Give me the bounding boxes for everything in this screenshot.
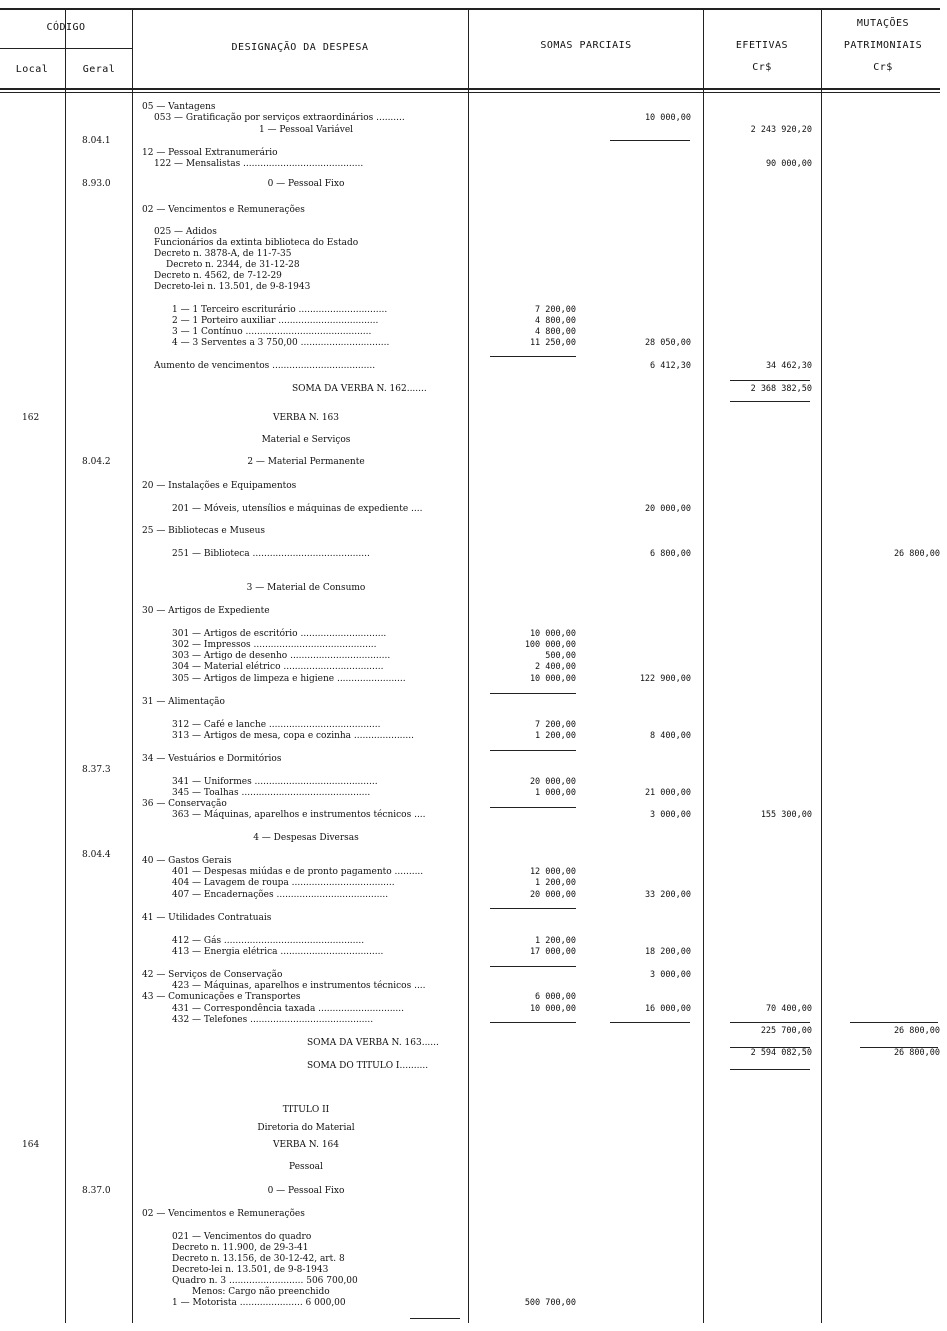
code-geral: 8.37.3 (82, 765, 111, 775)
amount-c2: 18 200,00 (644, 947, 691, 957)
row-designation: 3 — 1 Contínuo ............................................ (172, 327, 372, 337)
row-designation: 20 — Instalações e Equipamentos (142, 481, 297, 491)
underline (490, 750, 576, 751)
amount-c4: 26 800,00 (893, 549, 940, 559)
header-mutacoes-unit: Cr$ (873, 62, 893, 73)
amount-c1: 2 400,00 (535, 662, 576, 672)
amount-c3: 2 368 382,50 (750, 384, 812, 394)
amount-c1: 4 800,00 (535, 327, 576, 337)
row-designation: 2 — Material Permanente (247, 457, 365, 467)
top-rule (0, 8, 940, 10)
row-designation: 1 — 1 Terceiro escriturário ............................... (172, 305, 388, 315)
code-geral: 8.37.0 (82, 1186, 111, 1196)
row-designation: Menos: Cargo não preenchido (192, 1287, 330, 1297)
amount-c1: 100 000,00 (524, 640, 576, 650)
underline (490, 807, 576, 808)
row-designation: 305 — Artigos de limpeza e higiene ........................ (172, 674, 406, 684)
row-designation: 4 — Despesas Diversas (253, 833, 359, 843)
code-local: 164 (22, 1140, 40, 1150)
row-designation: 313 — Artigos de mesa, copa e cozinha ..................... (172, 731, 414, 741)
row-designation: Aumento de vencimentos .................................... (154, 361, 376, 371)
header-geral: Geral (82, 64, 116, 75)
row-designation: Decreto n. 11.900, de 29-3-41 (172, 1243, 309, 1253)
amount-c1: 1 200,00 (535, 878, 576, 888)
row-designation: 30 — Artigos de Expediente (142, 606, 270, 616)
amount-c1: 1 200,00 (535, 936, 576, 946)
amount-c2: 3 000,00 (650, 810, 691, 820)
row-designation: 4 — 3 Serventes a 3 750,00 ............................... (172, 338, 390, 348)
amount-c2: 6 412,30 (650, 361, 691, 371)
underline (730, 380, 810, 381)
row-designation: 025 — Adidos (154, 227, 217, 237)
row-designation: Quadro n. 3 .......................... 506 700,00 (172, 1276, 358, 1286)
header-somas: SOMAS PARCIAIS (540, 40, 632, 51)
row-designation: 05 — Vantagens (142, 102, 216, 112)
row-designation: 02 — Vencimentos e Remunerações (142, 1209, 305, 1219)
amount-c1: 1 200,00 (535, 731, 576, 741)
amount-c1: 17 000,00 (529, 947, 576, 957)
header-codigo: CÓDIGO (46, 22, 86, 33)
row-designation: SOMA DA VERBA N. 162....... (292, 384, 427, 394)
amount-c1: 10 000,00 (529, 674, 576, 684)
codigo-rule (0, 48, 132, 49)
row-designation: 251 — Biblioteca ......................................... (172, 549, 370, 559)
row-designation: 36 — Conservação (142, 799, 227, 809)
code-local: 162 (22, 413, 40, 423)
header-bottom-rule (0, 88, 940, 90)
row-designation: 312 — Café e lanche ....................................... (172, 720, 381, 730)
row-designation: Decreto n. 4562, de 7-12-29 (154, 271, 282, 281)
amount-c1: 12 000,00 (529, 867, 576, 877)
row-designation: 3 — Material de Consumo (246, 583, 366, 593)
row-designation: VERBA N. 164 (272, 1140, 340, 1150)
underline (490, 908, 576, 909)
amount-c1: 7 200,00 (535, 305, 576, 315)
code-geral: 8.04.1 (82, 136, 111, 146)
header-efetivas: EFETIVAS (735, 40, 789, 51)
row-designation: 302 — Impressos ........................................... (172, 640, 377, 650)
amount-c1: 4 800,00 (535, 316, 576, 326)
code-geral: 8.04.4 (82, 850, 111, 860)
row-designation: 431 — Correspondência taxada .............................. (172, 1004, 404, 1014)
row-designation: 42 — Serviços de Conservação (142, 970, 283, 980)
row-designation: Pessoal (289, 1162, 323, 1172)
underline (410, 1318, 460, 1319)
row-designation: 432 — Telefones ........................................... (172, 1015, 374, 1025)
underline (850, 1022, 938, 1023)
amount-c2: 28 050,00 (644, 338, 691, 348)
amount-c4: 26 800,00 (893, 1026, 940, 1036)
amount-c2: 3 000,00 (650, 970, 691, 980)
underline (490, 966, 576, 967)
row-designation: Funcionários da extinta biblioteca do Estado (154, 238, 359, 248)
row-designation: Decreto n. 2344, de 31-12-28 (166, 260, 300, 270)
amount-c2: 10 000,00 (644, 113, 691, 123)
amount-c1: 500,00 (545, 651, 576, 661)
row-designation: 341 — Uniformes ........................................... (172, 777, 378, 787)
row-designation: 345 — Toalhas ............................................. (172, 788, 371, 798)
code-geral: 8.93.0 (82, 179, 111, 189)
underline (610, 140, 690, 141)
header-mutacoes: MUTAÇÕES (856, 18, 910, 29)
amount-c1: 10 000,00 (529, 629, 576, 639)
col-rule-geral (132, 8, 133, 1323)
row-designation: 413 — Energia elétrica .................................... (172, 947, 384, 957)
col-rule-efetivas (821, 8, 822, 1323)
col-rule-local (65, 8, 66, 1323)
amount-c2: 122 900,00 (639, 674, 691, 684)
amount-c1: 6 000,00 (535, 992, 576, 1002)
row-designation: 43 — Comunicações e Transportes (142, 992, 301, 1002)
amount-c1: 20 000,00 (529, 777, 576, 787)
amount-c2: 8 400,00 (650, 731, 691, 741)
underline (730, 1069, 810, 1070)
row-designation: 0 — Pessoal Fixo (267, 179, 345, 189)
amount-c1: 10 000,00 (529, 1004, 576, 1014)
amount-c1: 1 000,00 (535, 788, 576, 798)
amount-c1: 11 250,00 (529, 338, 576, 348)
row-designation: 407 — Encadernações ....................................... (172, 890, 389, 900)
col-rule-somas (703, 8, 704, 1323)
amount-c3: 2 243 920,20 (750, 125, 812, 135)
amount-c3: 90 000,00 (765, 159, 812, 169)
underline (730, 401, 810, 402)
row-designation: 363 — Máquinas, aparelhos e instrumentos técnicos .... (172, 810, 426, 820)
amount-c3: 225 700,00 (760, 1026, 812, 1036)
row-designation: Decreto n. 13.156, de 30-12-42, art. 8 (172, 1254, 345, 1264)
amount-c3: 155 300,00 (760, 810, 812, 820)
row-designation: SOMA DO TITULO I.......... (307, 1061, 429, 1071)
row-designation: Decreto-lei n. 13.501, de 9-8-1943 (172, 1265, 329, 1275)
header-efetivas-unit: Cr$ (752, 62, 772, 73)
row-designation: 1 — Motorista ...................... 6 000,00 (172, 1298, 346, 1308)
amount-c1: 7 200,00 (535, 720, 576, 730)
row-designation: 2 — 1 Porteiro auxiliar ................................... (172, 316, 379, 326)
header-bottom-rule-2 (0, 92, 940, 93)
code-geral: 8.04.2 (82, 457, 111, 467)
row-designation: 304 — Material elétrico ................................... (172, 662, 384, 672)
row-designation: 12 — Pessoal Extranumerário (142, 148, 278, 158)
amount-c2: 33 200,00 (644, 890, 691, 900)
header-local: Local (15, 64, 49, 75)
header-patrimoniais: PATRIMONIAIS (843, 40, 923, 51)
amount-c3: 70 400,00 (765, 1004, 812, 1014)
underline (490, 693, 576, 694)
row-designation: 1 — Pessoal Variável (258, 125, 354, 135)
row-designation: TITULO II (282, 1105, 330, 1115)
row-designation: 02 — Vencimentos e Remunerações (142, 205, 305, 215)
row-designation: Decreto-lei n. 13.501, de 9-8-1943 (154, 282, 311, 292)
row-designation: Decreto n. 3878-A, de 11-7-35 (154, 249, 292, 259)
row-designation: 34 — Vestuários e Dormitórios (142, 754, 282, 764)
row-designation: 41 — Utilidades Contratuais (142, 913, 272, 923)
row-designation: 423 — Máquinas, aparelhos e instrumentos técnicos .... (172, 981, 426, 991)
amount-c2: 16 000,00 (644, 1004, 691, 1014)
amount-c1: 20 000,00 (529, 890, 576, 900)
row-designation: 303 — Artigo de desenho ................................... (172, 651, 391, 661)
row-designation: SOMA DA VERBA N. 163...... (307, 1038, 439, 1048)
row-designation: 021 — Vencimentos do quadro (172, 1232, 312, 1242)
row-designation: 122 — Mensalistas .......................................... (154, 159, 364, 169)
underline (610, 1022, 690, 1023)
amount-c2: 20 000,00 (644, 504, 691, 514)
header-designacao: DESIGNAÇÃO DA DESPESA (231, 42, 369, 53)
amount-c2: 21 000,00 (644, 788, 691, 798)
amount-c3: 34 462,30 (765, 361, 812, 371)
amount-c3: 2 594 082,50 (750, 1048, 812, 1058)
row-designation: Diretoria do Material (257, 1123, 355, 1133)
row-designation: 401 — Despesas miúdas e de pronto pagamento .......... (172, 867, 424, 877)
row-designation: 201 — Móveis, utensílios e máquinas de expediente .... (172, 504, 423, 514)
amount-c1: 500 700,00 (524, 1298, 576, 1308)
row-designation: 25 — Bibliotecas e Museus (142, 526, 265, 536)
underline (730, 1022, 810, 1023)
row-designation: 31 — Alimentação (142, 697, 225, 707)
row-designation: 412 — Gás ................................................. (172, 936, 365, 946)
amount-c4: 26 800,00 (893, 1048, 940, 1058)
row-designation: 301 — Artigos de escritório .............................. (172, 629, 387, 639)
row-designation: Material e Serviços (261, 435, 351, 445)
row-designation: 40 — Gastos Gerais (142, 856, 232, 866)
row-designation: VERBA N. 163 (272, 413, 340, 423)
underline (490, 356, 576, 357)
row-designation: 053 — Gratificação por serviços extraordinários .......... (154, 113, 405, 123)
row-designation: 0 — Pessoal Fixo (267, 1186, 345, 1196)
underline (490, 1022, 576, 1023)
row-designation: 404 — Lavagem de roupa .................................... (172, 878, 395, 888)
amount-c2: 6 800,00 (650, 549, 691, 559)
